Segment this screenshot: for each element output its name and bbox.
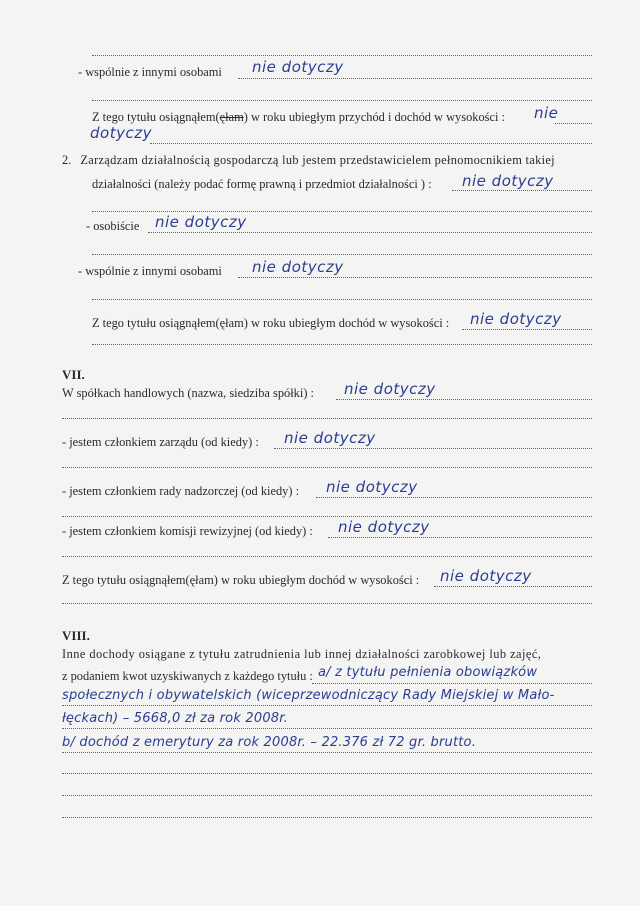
- income-value-1: nie: [534, 104, 559, 122]
- dotted-line: [92, 344, 592, 345]
- dotted-line: [62, 467, 592, 468]
- dotted-line: [238, 78, 592, 79]
- dotted-line: [462, 329, 592, 330]
- item2-value: nie dotyczy: [462, 172, 554, 190]
- dotted-line: [92, 211, 592, 212]
- item2-number: 2.: [62, 153, 72, 167]
- section8-text-line1: Inne dochody osiągane z tytułu zatrudnienia lub innej działalności zarobkowej lub zajęć,: [62, 647, 542, 661]
- audit-value: nie dotyczy: [338, 518, 430, 536]
- dotted-line: [336, 399, 592, 400]
- section8-heading: VIII.: [62, 628, 90, 643]
- audit-label: - jestem członkiem komisji rewizyjnej (od kiedy) :: [62, 524, 313, 538]
- dotted-line: [62, 603, 592, 604]
- dotted-line: [62, 705, 592, 706]
- dotted-line: [312, 683, 592, 684]
- income2-value: nie dotyczy: [470, 310, 562, 328]
- dotted-line: [150, 143, 592, 144]
- item2-text-line1: Zarządzam działalnością gospodarczą lub jestem przedstawicielem pełnomocnikiem takiej: [80, 153, 555, 167]
- income-label-strike: ęłam: [219, 110, 244, 124]
- dotted-line: [62, 752, 592, 753]
- item2-row1: [62, 152, 592, 168]
- dotted-line: [62, 773, 592, 774]
- dotted-line: [92, 254, 592, 255]
- dotted-line: [148, 232, 592, 233]
- dotted-line: [92, 100, 592, 101]
- jointly2-label: - wspólnie z innymi osobami: [78, 264, 222, 278]
- dotted-line: [238, 277, 592, 278]
- income-label-pre: Z tego tytułu osiągnąłem(: [92, 110, 220, 124]
- income-value-2: dotyczy: [90, 124, 152, 142]
- section8-hw-line1: a/ z tytułu pełnienia obowiązków: [318, 665, 538, 680]
- dotted-line: [434, 586, 592, 587]
- jointly2-value: nie dotyczy: [252, 258, 344, 276]
- section8-hw-line2: społecznych i obywatelskich (wiceprzewodniczący Rady Miejskiej w Mało-: [62, 688, 555, 703]
- section8-hw-line3: łęckach) – 5668,0 zł za rok 2008r.: [62, 711, 288, 726]
- board-value: nie dotyczy: [284, 429, 376, 447]
- dotted-line: [555, 123, 592, 124]
- section7-heading: VII.: [62, 367, 85, 382]
- dotted-line: [62, 795, 592, 796]
- section8-row1: [62, 646, 592, 662]
- section8-hw-line4: b/ dochód z emerytury za rok 2008r. – 22.376 zł 72 gr. brutto.: [62, 735, 477, 750]
- dotted-line: [62, 516, 592, 517]
- jointly-label: - wspólnie z innymi osobami: [78, 65, 222, 79]
- income3-label: Z tego tytułu osiągnąłem(ęłam) w roku ubiegłym dochód w wysokości :: [62, 573, 420, 587]
- dotted-line: [328, 537, 592, 538]
- board-label: - jestem członkiem zarządu (od kiedy) :: [62, 435, 259, 449]
- dotted-line: [62, 418, 592, 419]
- personally-value: nie dotyczy: [155, 213, 247, 231]
- dotted-line: [62, 817, 592, 818]
- companies-value: nie dotyczy: [344, 380, 436, 398]
- jointly-value: nie dotyczy: [252, 58, 344, 76]
- dotted-line: [316, 497, 592, 498]
- supervisory-value: nie dotyczy: [326, 478, 418, 496]
- income-label-post: ) w roku ubiegłym przychód i dochód w wysokości :: [243, 110, 505, 124]
- dotted-line: [452, 190, 592, 191]
- section8-text-line2: z podaniem kwot uzyskiwanych z każdego tytułu :: [62, 669, 313, 683]
- dotted-line: [62, 556, 592, 557]
- income3-value: nie dotyczy: [440, 567, 532, 585]
- dotted-line: [274, 448, 592, 449]
- companies-label: W spółkach handlowych (nazwa, siedziba spółki) :: [62, 386, 314, 400]
- dotted-line: [62, 728, 592, 729]
- item2-text-line2: działalności (należy podać formę prawną i przedmiot działalności ) :: [92, 177, 432, 191]
- income2-label: Z tego tytułu osiągnąłem(ęłam) w roku ubiegłym dochód w wysokości :: [92, 316, 450, 330]
- personally-label: - osobiście: [86, 219, 140, 233]
- dotted-line: [92, 299, 592, 300]
- dotted-line: [92, 55, 592, 56]
- supervisory-label: - jestem członkiem rady nadzorczej (od kiedy) :: [62, 484, 300, 498]
